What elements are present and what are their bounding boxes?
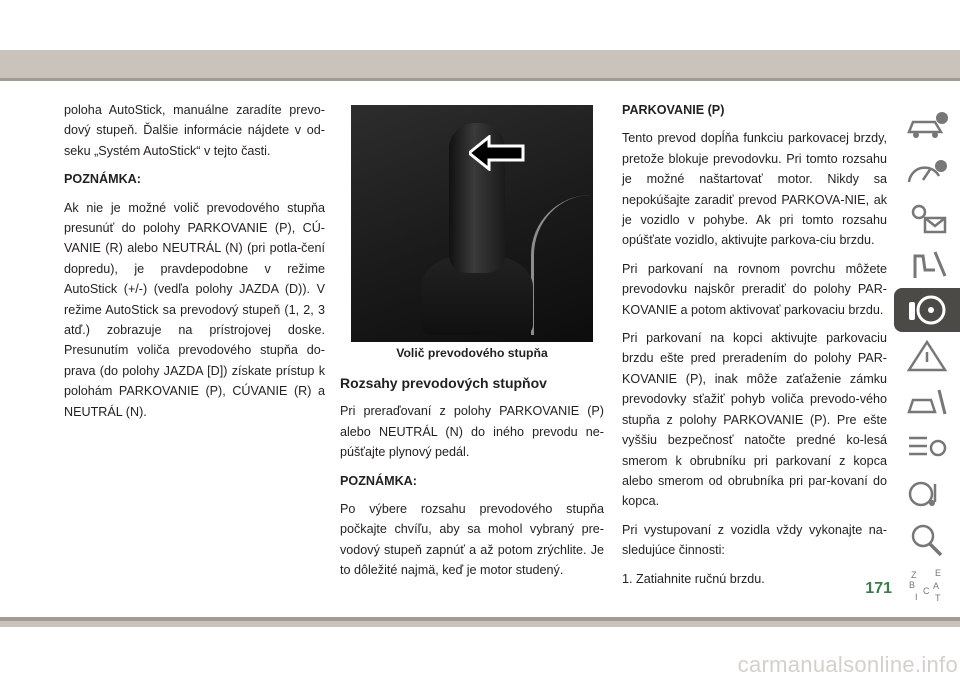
gauge-warning-icon [905,154,949,190]
magnifier-icon [905,522,949,558]
paragraph: Pri preraďovaní z polohy PARKOVANIE (P) alebo NEUTRÁL (N) do iného prevodu ne-púšťajte plynový pedál. [340,404,604,460]
paragraph: Pri vystupovaní z vozidla vždy vykonajte na-sledujúce činnosti: [622,522,887,558]
list-item: 1. Zatiahnite ručnú brzdu. [622,571,765,586]
sun-envelope-icon [905,200,949,236]
car-info-icon [905,108,949,144]
header-line [0,78,960,81]
console-trim [531,195,593,335]
tab-index[interactable] [894,518,960,562]
column-left [64,100,325,430]
note-text: Po výbere rozsahu prevodového stupňa počkajte chvíľu, aby sa mohol vybraný pre-vodový stupeň zapnúť a až potom zrýchlite. Je to dôležité najmä, keď je motor studený. [340,502,604,578]
figure-caption: Volič prevodového stupňa [396,346,548,360]
note-text: Ak nie je možné volič prevodového stupňa presunúť do polohy PARKOVANIE (P), CÚ-VANIE (R) alebo NEUTRÁL (N) (pri potla-čení dopredu), je pravdepodobne v režime AutoStick (+/-) (vedľa polohy JAZDA (D)). V režime AutoStick sa prevodový stupeň (1, 2, 3 atď.) zobrazuje na prístrojovej doske. Presunutím voliča prevodového stupňa do-prava (do polohy JAZDA [D]) získate prístup k polohám PARKOVANIE (P), CÚVANIE (R) a NEUTRÁL (N). [64,200,325,419]
top-band [0,0,960,52]
tab-starting-operating[interactable] [894,288,960,332]
paragraph: poloha AutoStick, manuálne zaradíte prevo-dový stupeň. Ďalšie informácie nájdete v od-seku „Systém AutoStick“ v tejto časti. [64,103,325,158]
tab-gauges[interactable] [894,150,960,194]
seat-airbag-icon [905,246,949,282]
arrow-left-icon [469,135,525,171]
tab-letter: E [935,568,942,578]
chapter-tabs [894,104,960,610]
section-heading: PARKOVANIE (P) [622,103,725,117]
wrench-car-icon [905,384,949,420]
tab-letter: A [933,581,940,591]
tab-letter: B [909,580,916,590]
paragraph: Pri parkovaní na rovnom povrchu môžete prevodovku najskôr preradiť do polohy PAR-KOVANIE a potom aktivovať parkovaciu brzdu. [622,261,887,317]
tab-emergency[interactable] [894,334,960,378]
paragraph: Tento prevod dopĺňa funkciu parkovacej brzdy, pretože blokuje prevodovku. Pri tomto rozsahu je možné naštartovať motor. Nikdy sa nepokúšajte zaradiť prevod PARKOVA-NIE, ak je vozidlo v pohybe. Ak pri tomto rozsahu opúšťate vozidlo, aktivujte parkova-ciu brzdu. [622,131,887,248]
language-letters-icon [905,568,949,604]
paragraph: Pri parkovaní na kopci aktivujte parkovaciu brzdu ešte pred preradením do polohy PAR-KOVANIE (P), inak môže zaťaženie zámku prevodovky sťažiť pohyb voliča prevodo-vého stupňa z polohy PARKOVANIE (P). Pre ešte vyššiu bezpečnosť natočte predné ko-lesá smerom k obrubníku pri parkovaní z kopca alebo smerom od obrubníka pri par-kovaní do kopca. [622,331,887,509]
tab-servicing[interactable] [894,380,960,424]
tab-safety[interactable] [894,242,960,286]
page-number: 171 [865,580,892,597]
tab-letter: C [923,586,930,596]
warning-triangle-icon [905,338,949,374]
list-gear-icon [905,430,949,466]
tab-multimedia[interactable] [894,472,960,516]
gear-selector-photo [351,105,593,342]
header-bar [0,50,960,78]
section-title: Rozsahy prevodových stupňov [340,375,547,391]
column-middle [340,373,604,589]
footer-bar [0,621,960,627]
note-heading: POZNÁMKA: [340,473,417,488]
tab-car-info[interactable] [894,104,960,148]
column-right [622,100,887,597]
music-nav-icon [905,476,949,512]
tab-specifications[interactable] [894,426,960,470]
tab-letter: T [935,593,941,603]
watermark: carmanualsonline.info [737,652,958,677]
steering-key-icon [905,292,949,328]
tab-letter: I [915,592,918,602]
tab-letter: Z [911,570,917,580]
tab-languages[interactable] [894,564,960,608]
note-heading: POZNÁMKA: [64,172,141,187]
tab-lights-messages[interactable] [894,196,960,240]
